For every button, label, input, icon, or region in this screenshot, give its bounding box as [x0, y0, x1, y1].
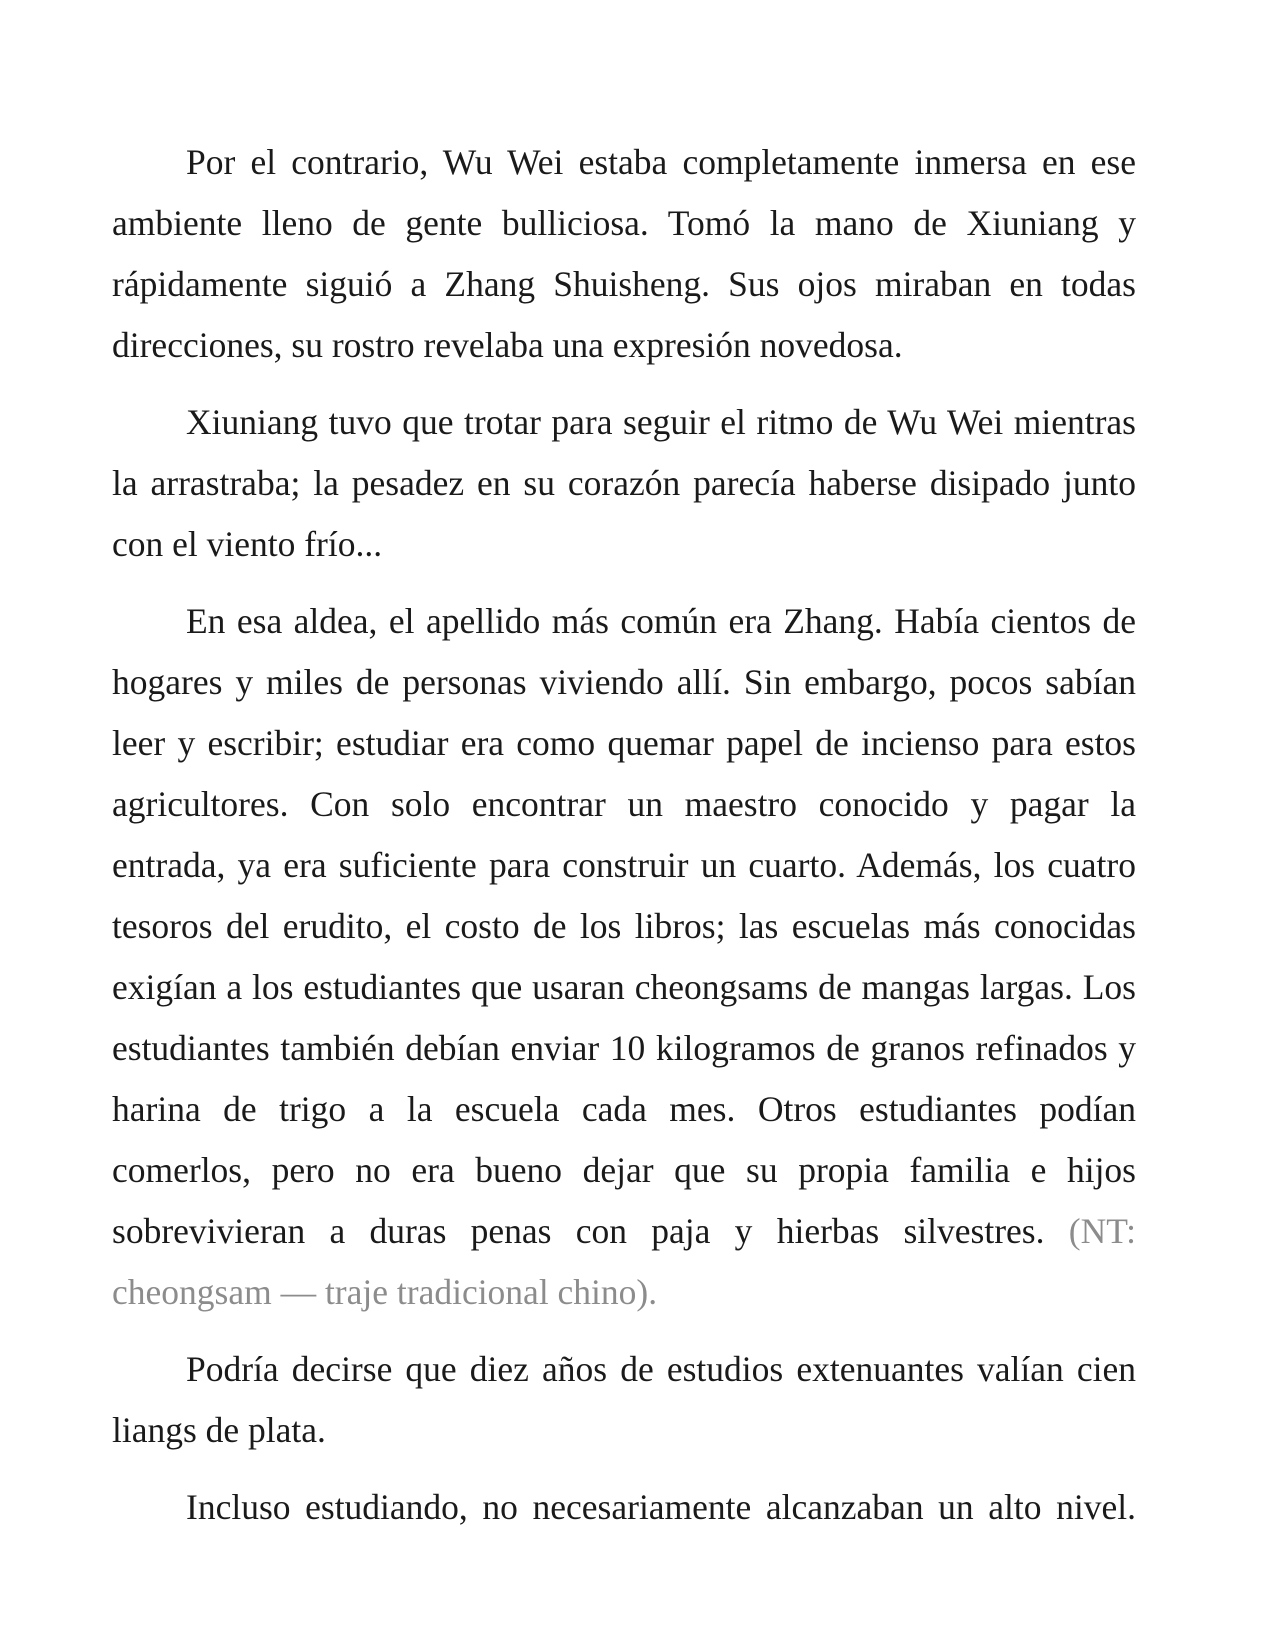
paragraph-text: Por el contrario, Wu Wei estaba completamente inmersa en ese ambiente lleno de gente bulliciosa. Tomó la mano de Xiuniang y rápidamente siguió a Zhang Shuisheng. Sus ojos miraban en todas direcciones, su rostro revelaba una expresión novedosa.	[112, 142, 1136, 365]
paragraph-text: Podría decirse que diez años de estudios extenuantes valían cien liangs de plata.	[112, 1349, 1136, 1450]
paragraph	[112, 392, 1136, 575]
paragraph-text: Xiuniang tuvo que trotar para seguir el ritmo de Wu Wei mientras la arrastraba; la pesadez en su corazón parecía haberse disipado junto con el viento frío...	[112, 402, 1136, 564]
paragraph	[112, 1339, 1136, 1461]
paragraph	[112, 591, 1136, 1323]
paragraph-text: En esa aldea, el apellido más común era Zhang. Había cientos de hogares y miles de personas viviendo allí. Sin embargo, pocos sabían leer y escribir; estudiar era como quemar papel de incienso para estos agricultores. Con solo encontrar un maestro conocido y pagar la entrada, ya era suficiente para construir un cuarto. Además, los cuatro tesoros del erudito, el costo de los libros; las escuelas más conocidas exigían a los estudiantes que usaran cheongsams de mangas largas. Los estudiantes también debían enviar 10 kilogramos de granos refinados y harina de trigo a la escuela cada mes. Otros estudiantes podían comerlos, pero no era bueno dejar que su propia familia e hijos sobrevivieran a duras penas con paja y hierbas silvestres.	[112, 601, 1136, 1251]
paragraph	[112, 1477, 1136, 1538]
document-page	[112, 132, 1136, 1554]
paragraph	[112, 132, 1136, 376]
paragraph-text: Incluso estudiando, no necesariamente alcanzaban un alto nivel.	[186, 1487, 1136, 1527]
translator-note: (NT: cheongsam — traje tradicional chino).	[112, 1211, 1137, 1312]
